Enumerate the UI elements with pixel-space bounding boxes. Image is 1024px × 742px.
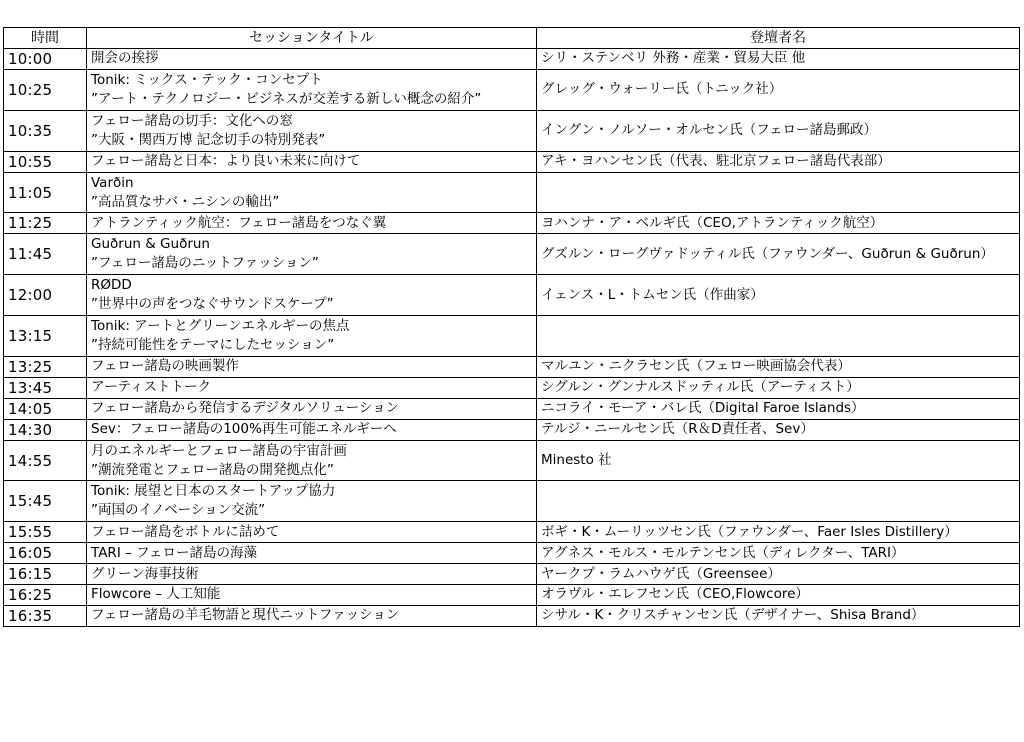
table-row xyxy=(4,110,1020,151)
table-row xyxy=(4,275,1020,316)
session-title-main: Tonik: ミックス・テック・コンセプト xyxy=(91,71,323,88)
schedule-table xyxy=(3,27,1020,627)
session-speaker xyxy=(537,172,1020,213)
session-time: 14:30 xyxy=(4,419,87,440)
table-row xyxy=(4,151,1020,172)
session-speaker: テルジ・ニールセン氏（R＆D責任者、Sev） xyxy=(537,419,1020,440)
session-speaker: マルユン・ニクラセン氏（フェロー映画協会代表） xyxy=(537,357,1020,378)
session-title xyxy=(87,564,537,585)
table-row xyxy=(4,357,1020,378)
session-title xyxy=(87,377,537,398)
session-title-subtitle: ”両国のイノベーション交流” xyxy=(91,502,266,519)
session-title-main: 月のエネルギーとフェロー諸島の宇宙計画 xyxy=(91,442,347,459)
session-speaker: アキ・ヨハンセン氏（代表、駐北京フェロー諸島代表部） xyxy=(537,151,1020,172)
session-title-main: アーティストトーク xyxy=(91,379,212,396)
session-title xyxy=(87,49,537,70)
session-title-main: Tonik: アートとグリーンエネルギーの焦点 xyxy=(91,318,350,335)
session-title xyxy=(87,69,537,110)
session-speaker xyxy=(537,316,1020,357)
session-time: 16:35 xyxy=(4,605,87,626)
header-session-title: セッションタイトル xyxy=(87,28,537,49)
session-title xyxy=(87,234,537,275)
session-speaker: アグネス・モルス・モルテンセン氏（ディレクター、TARI） xyxy=(537,543,1020,564)
session-speaker: グズルン・ローグヴァドッティル氏（ファウンダー、Guðrun & Guðrun） xyxy=(537,234,1020,275)
table-row xyxy=(4,377,1020,398)
session-time: 13:15 xyxy=(4,316,87,357)
table-row xyxy=(4,481,1020,522)
session-title xyxy=(87,481,537,522)
header-row xyxy=(4,28,1020,49)
session-speaker: ヨハンナ・ア・ベルギ氏（CEO,アトランティック航空） xyxy=(537,213,1020,234)
session-time: 13:45 xyxy=(4,377,87,398)
session-time: 15:55 xyxy=(4,522,87,543)
table-row xyxy=(4,316,1020,357)
session-time: 15:45 xyxy=(4,481,87,522)
session-time: 12:00 xyxy=(4,275,87,316)
session-title-main: RØDD xyxy=(91,277,132,294)
session-title xyxy=(87,110,537,151)
session-title-subtitle: ”世界中の声をつなぐサウンドスケープ” xyxy=(91,296,334,313)
session-title-main: アトランティック航空：フェロー諸島をつなぐ翼 xyxy=(91,214,387,231)
session-speaker: グレッグ・ウォーリー氏（トニック社） xyxy=(537,69,1020,110)
session-title-main: Tonik: 展望と日本のスタートアップ協力 xyxy=(91,483,336,500)
session-title-main: Sev：フェロー諸島の100%再生可能エネルギーへ xyxy=(91,421,397,438)
session-title-main: グリーン海事技術 xyxy=(91,565,199,582)
session-title xyxy=(87,275,537,316)
table-row xyxy=(4,543,1020,564)
session-title-main: フェロー諸島をボトルに詰めて xyxy=(91,523,280,540)
session-time: 11:25 xyxy=(4,213,87,234)
session-title xyxy=(87,316,537,357)
session-time: 10:00 xyxy=(4,49,87,70)
session-speaker: イェンス・L・トムセン氏（作曲家） xyxy=(537,275,1020,316)
session-title-subtitle: ”アート・テクノロジー・ビジネスが交差する新しい概念の紹介” xyxy=(91,90,482,107)
session-time: 14:05 xyxy=(4,398,87,419)
session-title xyxy=(87,151,537,172)
session-speaker: シリ・ステンベリ 外務・産業・貿易大臣 他 xyxy=(537,49,1020,70)
header-speaker: 登壇者名 xyxy=(537,28,1020,49)
session-title xyxy=(87,419,537,440)
session-title-main: フェロー諸島の映画製作 xyxy=(91,358,239,375)
session-title-subtitle: ”潮流発電とフェロー諸島の開発拠点化” xyxy=(91,461,334,478)
session-title xyxy=(87,605,537,626)
session-time: 11:45 xyxy=(4,234,87,275)
table-row xyxy=(4,398,1020,419)
session-time: 10:35 xyxy=(4,110,87,151)
table-row xyxy=(4,172,1020,213)
session-title xyxy=(87,543,537,564)
table-row xyxy=(4,419,1020,440)
table-row xyxy=(4,585,1020,606)
session-title-subtitle: ”高品質なサバ・ニシンの輸出” xyxy=(91,193,280,210)
session-title-main: Guðrun & Guðrun xyxy=(91,236,210,253)
session-speaker: Minesto 社 xyxy=(537,440,1020,481)
schedule-header xyxy=(4,28,1020,49)
session-title xyxy=(87,357,537,378)
table-row xyxy=(4,213,1020,234)
table-row xyxy=(4,440,1020,481)
session-time: 16:05 xyxy=(4,543,87,564)
table-row xyxy=(4,522,1020,543)
session-speaker: ボギ・K・ムーリッツセン氏（ファウンダー、Faer Isles Distillery） xyxy=(537,522,1020,543)
session-title-main: フェロー諸島から発信するデジタルソリューション xyxy=(91,400,400,417)
session-time: 14:55 xyxy=(4,440,87,481)
session-time: 10:55 xyxy=(4,151,87,172)
session-title-main: フェロー諸島の切手：文化への窓 xyxy=(91,112,293,129)
session-title xyxy=(87,398,537,419)
session-speaker: ニコライ・モーア・バレ氏（Digital Faroe Islands） xyxy=(537,398,1020,419)
session-title xyxy=(87,213,537,234)
session-time: 16:15 xyxy=(4,564,87,585)
session-title-main: TARI – フェロー諸島の海藻 xyxy=(91,544,257,561)
table-row xyxy=(4,69,1020,110)
session-title-main: 開会の挨拶 xyxy=(91,50,159,67)
table-row xyxy=(4,564,1020,585)
session-title-main: フェロー諸島の羊毛物語と現代ニットファッション xyxy=(91,607,400,624)
table-row xyxy=(4,605,1020,626)
session-title-main: Flowcore – 人工知能 xyxy=(91,586,221,603)
session-time: 11:05 xyxy=(4,172,87,213)
session-title xyxy=(87,585,537,606)
session-time: 13:25 xyxy=(4,357,87,378)
session-title-subtitle: ”大阪・関西万博 記念切手の特別発表” xyxy=(91,131,326,148)
session-title-main: Varðin xyxy=(91,174,134,191)
session-time: 10:25 xyxy=(4,69,87,110)
schedule-body xyxy=(4,49,1020,627)
session-title xyxy=(87,172,537,213)
session-speaker: ヤークプ・ラムハウゲ氏（Greensee） xyxy=(537,564,1020,585)
table-row xyxy=(4,49,1020,70)
session-speaker xyxy=(537,481,1020,522)
session-speaker: オラヴル・エレフセン氏（CEO,Flowcore） xyxy=(537,585,1020,606)
table-row xyxy=(4,234,1020,275)
session-speaker: シグルン・グンナルスドッティル氏（アーティスト） xyxy=(537,377,1020,398)
session-title xyxy=(87,440,537,481)
session-speaker: イングン・ノルソー・オルセン氏（フェロー諸島郵政） xyxy=(537,110,1020,151)
session-title-subtitle: ”持続可能性をテーマにしたセッション” xyxy=(91,337,335,354)
header-time: 時間 xyxy=(4,28,87,49)
session-title-subtitle: ”フェロー諸島のニットファッション” xyxy=(91,255,319,272)
session-time: 16:25 xyxy=(4,585,87,606)
session-title-main: フェロー諸島と日本：より良い未来に向けて xyxy=(91,153,361,170)
session-speaker: シサル・K・クリスチャンセン氏（デザイナー、Shisa Brand） xyxy=(537,605,1020,626)
session-title xyxy=(87,522,537,543)
